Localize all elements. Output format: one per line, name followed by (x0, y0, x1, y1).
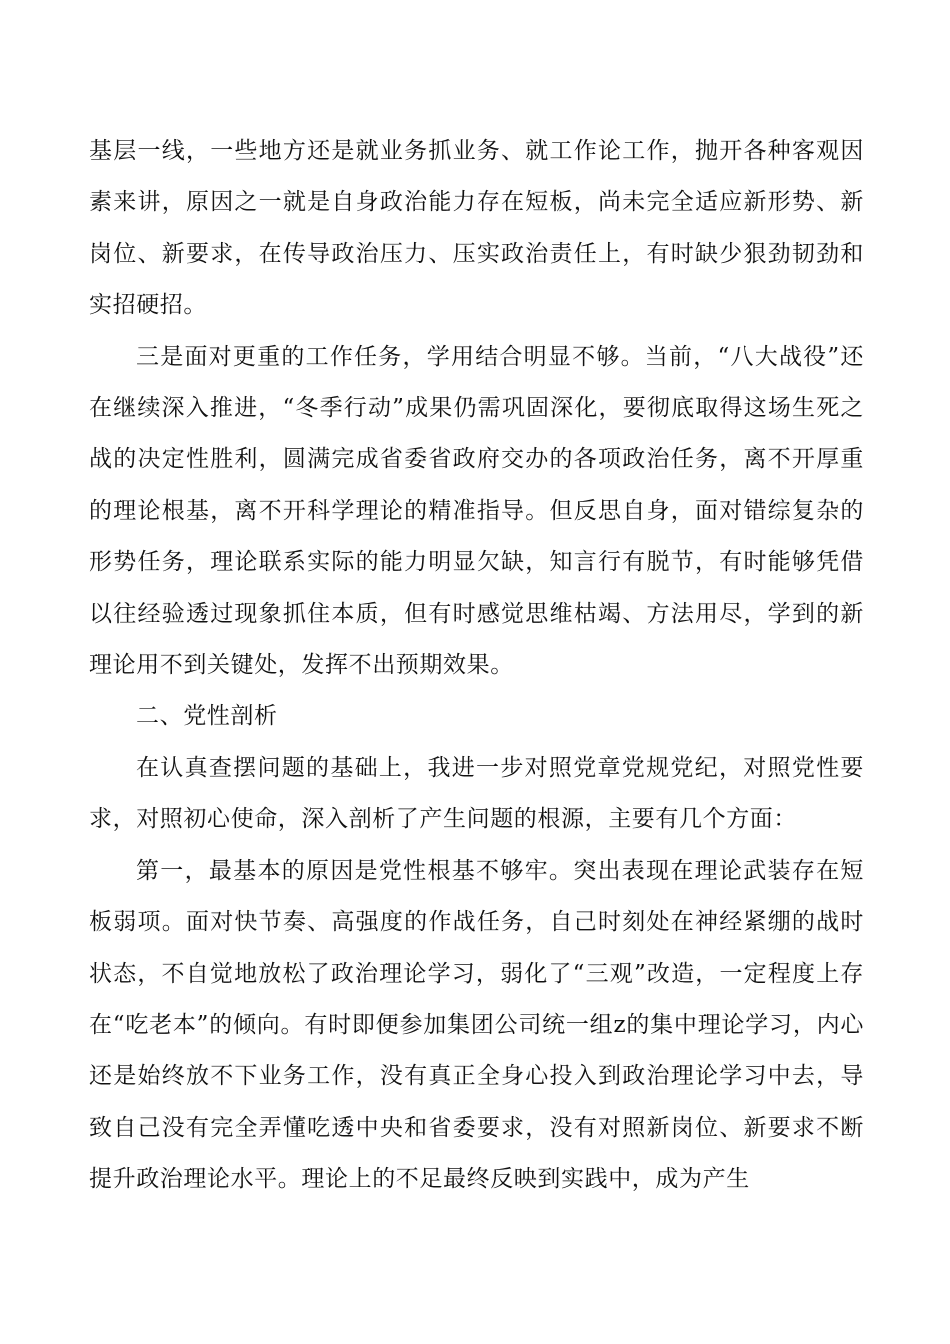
paragraph-first-reason: 第一，最基本的原因是党性根基不够牢。突出表现在理论武装存在短板弱项。面对快节奏、高强度的作战任务，自己时刻处在神经紧绷的战时状态，不自觉地放松了政治理论学习，弱化了“三观”改造，一定程度上存在“吃老本”的倾向。有时即便参加集团公司统一组z的集中理论学习，内心还是始终放不下业务工作，没有真正全身心投入到政治理论学习中去，导致自己没有完全弄懂吃透中央和省委要求，没有对照新岗位、新要求不断提升政治理论水平。理论上的不足最终反映到实践中，成为产生 (89, 857, 864, 1193)
section-heading-party-analysis: 二、党性剖析 (136, 703, 278, 730)
paragraph-intro: 在认真查摆问题的基础上，我进一步对照党章党规党纪，对照党性要求，对照初心使命，深入剖析了产生问题的根源，主要有几个方面： (89, 754, 864, 833)
paragraph-continuation: 基层一线，一些地方还是就业务抓业务、就工作论工作，抛开各种客观因素来讲，原因之一就是自身政治能力存在短板，尚未完全适应新形势、新岗位、新要求，在传导政治压力、压实政治责任上，有时缺少狠劲韧劲和实招硬招。 (89, 138, 864, 319)
document-body (89, 126, 864, 1206)
paragraph-item-three: 三是面对更重的工作任务，学用结合明显不够。当前，“八大战役”还在继续深入推进，“冬季行动”成果仍需巩固深化，要彻底取得这场生死之战的决定性胜利，圆满完成省委省政府交办的各项政治任务，离不开厚重的理论根基，离不开科学理论的精准指导。但反思自身，面对错综复杂的形势任务，理论联系实际的能力明显欠缺，知言行有脱节，有时能够凭借以往经验透过现象抓住本质，但有时感觉思维枯竭、方法用尽，学到的新理论用不到关键处，发挥不出预期效果。 (89, 343, 864, 679)
